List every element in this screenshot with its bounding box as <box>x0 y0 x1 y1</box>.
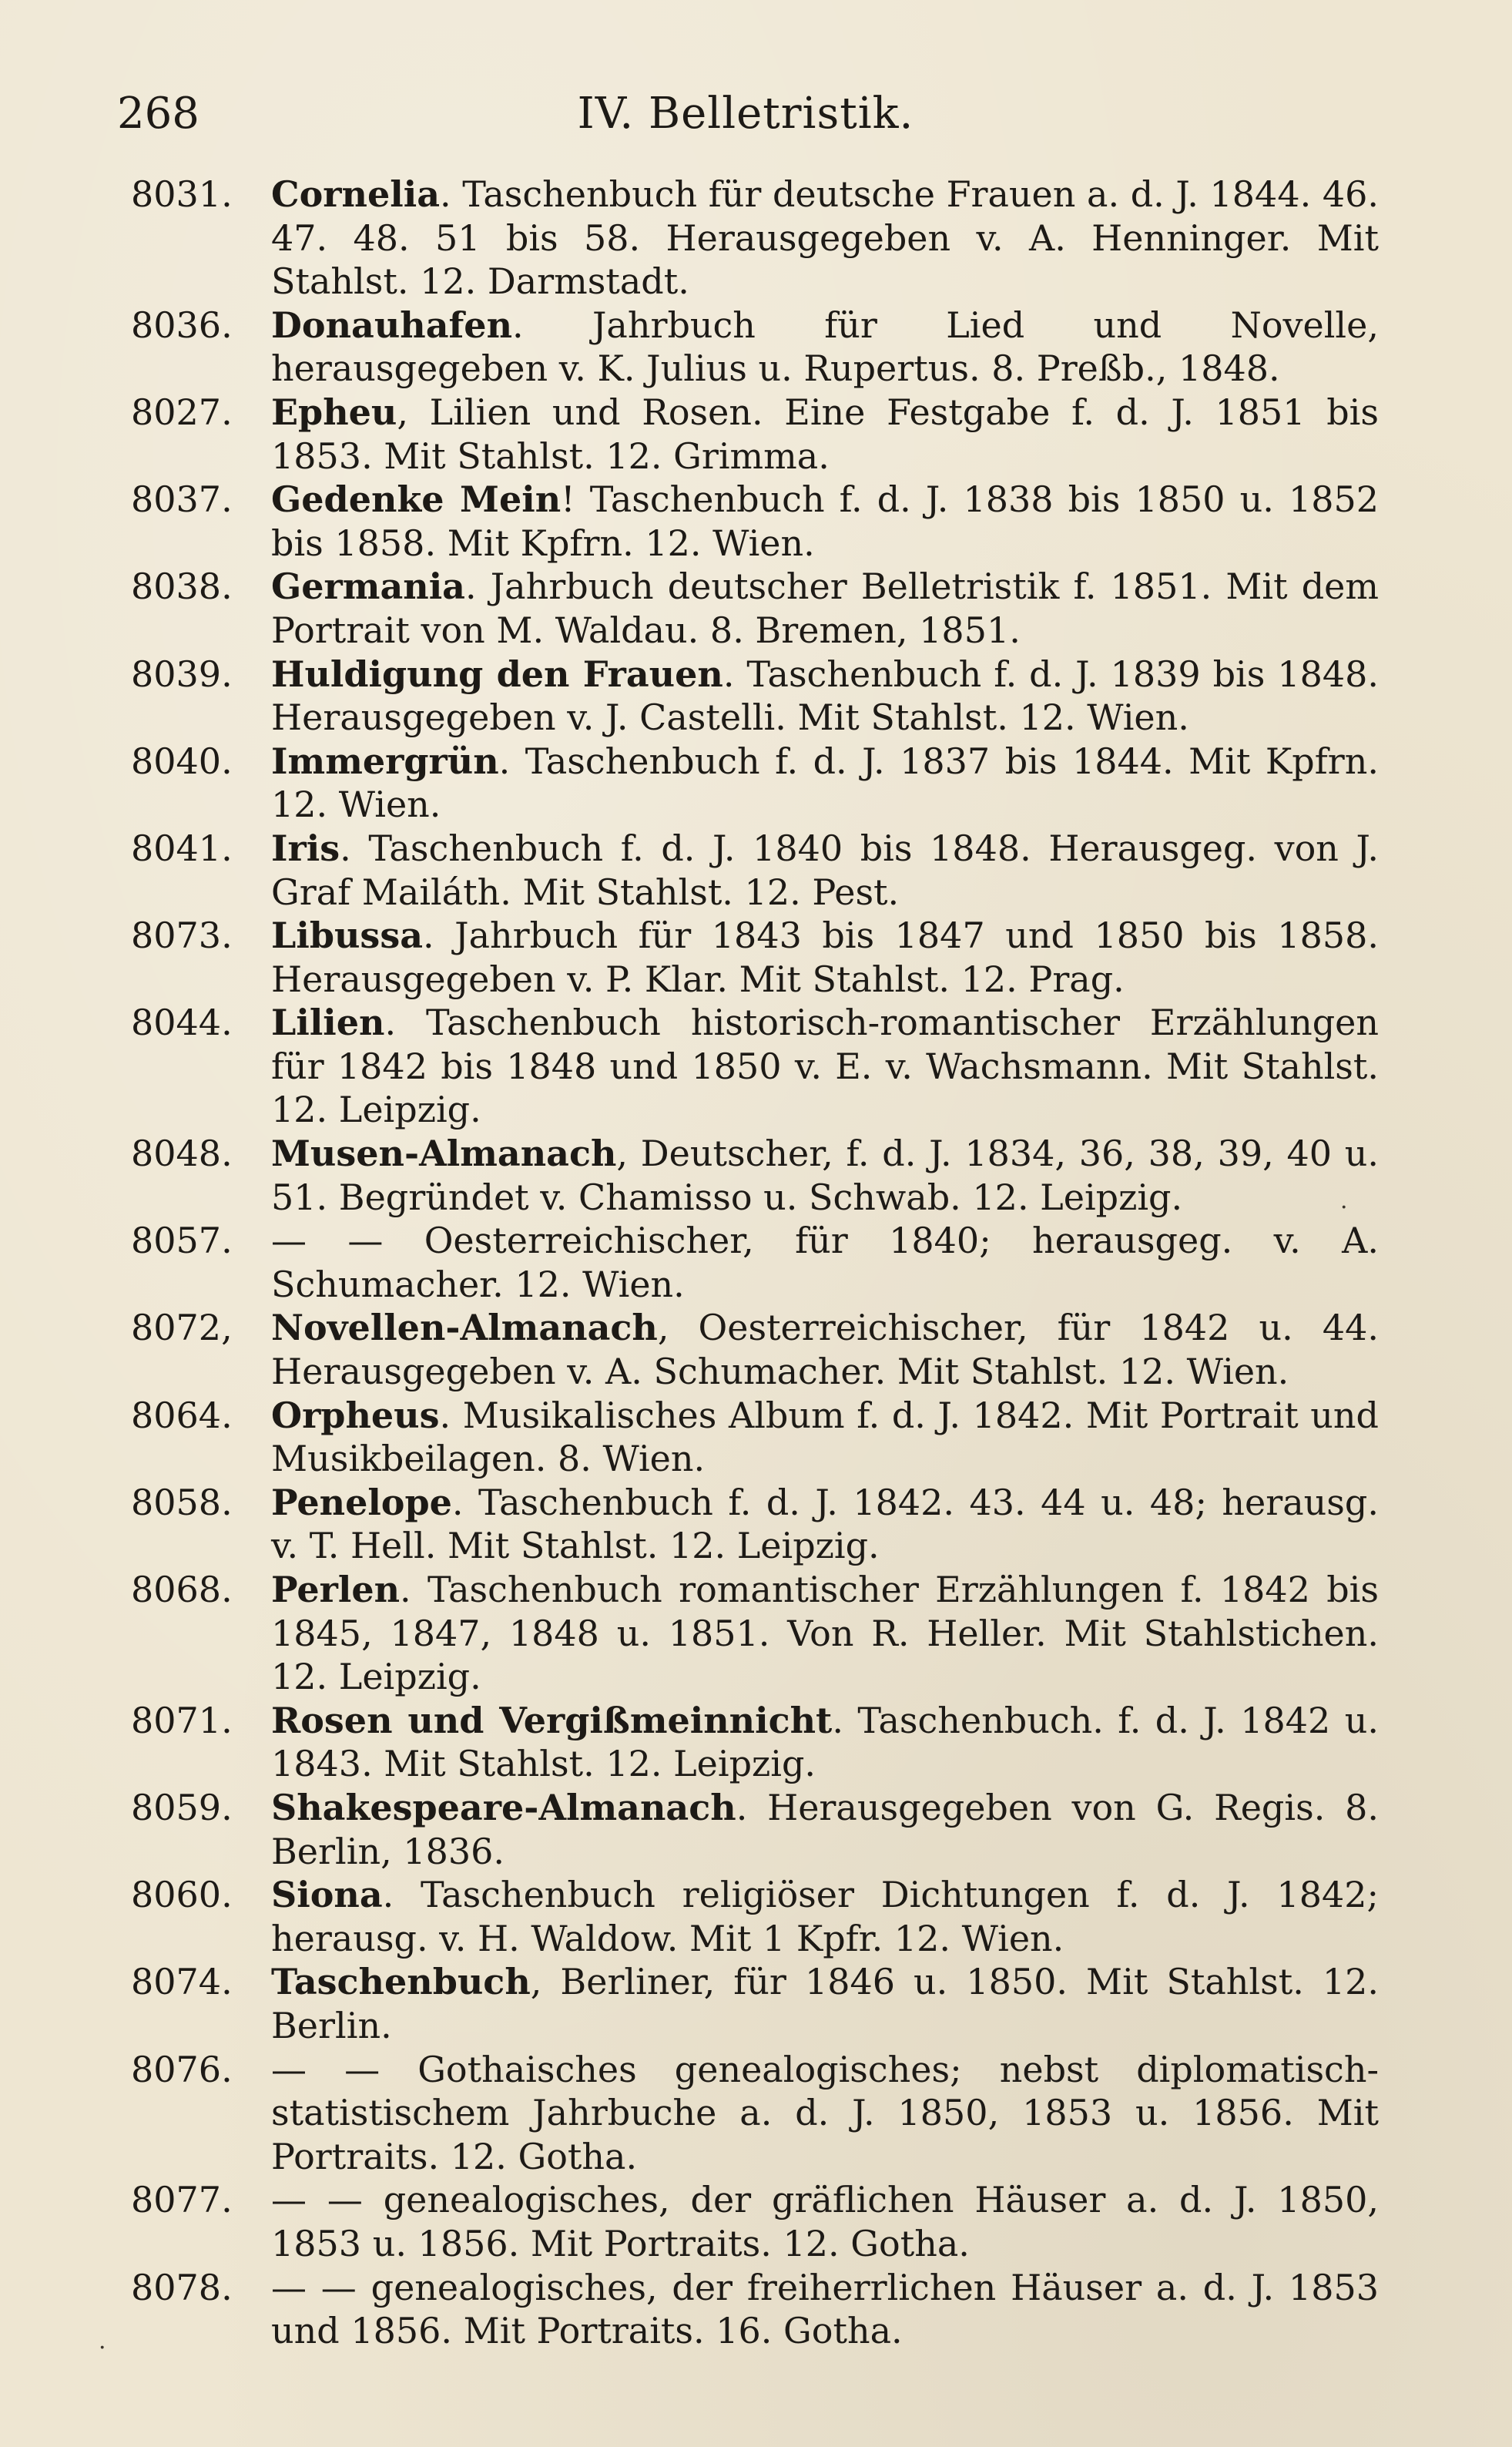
catalog-entry <box>131 827 1379 914</box>
ink-speck: · <box>99 2335 106 2361</box>
catalog-entry <box>131 1001 1379 1132</box>
entry-number: 8072, <box>131 1307 233 1349</box>
entry-text: — — Gothaisches genealogisches; nebst diplomatisch-statistischem Jahrbuche a. d. J. 1850, 1853 u. 1856. Mit Portraits. 12. Gotha. <box>271 2048 1379 2177</box>
entry-text: . Taschenbuch für deutsche Frauen a. d. J. 1844. 46. 47. 48. 51 bis 58. Herausgegeben v. A. Henninger. Mit Stahlst. 12. Darmstadt. <box>271 173 1379 303</box>
entry-title: Cornelia <box>271 173 440 215</box>
ink-speck: · <box>1340 1194 1348 1221</box>
catalog-entry <box>131 914 1379 1001</box>
catalog-entry <box>131 1568 1379 1699</box>
entry-title: Perlen <box>271 1569 401 1610</box>
entry-number: 8048. <box>131 1133 233 1175</box>
catalog-entry <box>131 740 1379 827</box>
entry-text: — — genealogisches, der freiherrlichen Häuser a. d. J. 1853 und 1856. Mit Portraits. 16. Gotha. <box>271 2266 1379 2352</box>
entry-number: 8036. <box>131 304 233 346</box>
entry-text: . Jahrbuch deutscher Belletristik f. 1851. Mit dem Portrait von M. Waldau. 8. Bremen, 1851. <box>271 566 1379 651</box>
entry-number: 8068. <box>131 1569 233 1610</box>
entry-number: 8058. <box>131 1481 233 1523</box>
entry-number: 8060. <box>131 1874 233 1916</box>
page-header <box>117 83 1374 145</box>
entry-title: Penelope <box>271 1481 452 1523</box>
entry-title: Novellen-Almanach <box>271 1307 658 1349</box>
entry-number: 8059. <box>131 1786 233 1828</box>
entry-title: Shakespeare-Almanach <box>271 1786 736 1828</box>
entry-title: Rosen und Vergißmeinnicht <box>271 1699 833 1741</box>
entry-title: Musen-Almanach <box>271 1133 617 1175</box>
entry-title: Iris <box>271 827 340 869</box>
entry-title: Siona <box>271 1874 383 1916</box>
catalog-entry <box>131 1306 1379 1393</box>
entry-number: 8078. <box>131 2266 233 2308</box>
catalog-entry <box>131 1960 1379 2047</box>
entry-title: Donauhafen <box>271 304 513 346</box>
entry-number: 8040. <box>131 740 233 782</box>
entry-number: 8037. <box>131 478 233 521</box>
catalog-entry <box>131 1786 1379 1873</box>
catalog-entry <box>131 2266 1379 2353</box>
entry-text: . Taschenbuch romantischer Erzählungen f. 1842 bis 1845, 1847, 1848 u. 1851. Von R. Heller. Mit Stahlstichen. 12. Leipzig. <box>271 1569 1379 1698</box>
running-head: IV. Belletristik. <box>577 89 914 139</box>
catalog-entry <box>131 173 1379 304</box>
entry-title: Immergrün <box>271 740 499 782</box>
catalog-entry <box>131 653 1379 740</box>
entry-text: , Oesterreichischer, für 1842 u. 44. Herausgegeben v. A. Schumacher. Mit Stahlst. 12. Wien. <box>271 1307 1379 1393</box>
catalog-entry <box>131 1132 1379 1219</box>
entry-text: , Deutscher, f. d. J. 1834, 36, 38, 39, 40 u. 51. Begründet v. Chamisso u. Schwab. 12. Leipzig. <box>271 1133 1379 1218</box>
entry-text: . Taschenbuch religiöser Dichtungen f. d. J. 1842; herausg. v. H. Waldow. Mit 1 Kpfr. 12. Wien. <box>271 1874 1379 1959</box>
entry-number: 8041. <box>131 827 233 869</box>
entry-title: Taschenbuch <box>271 1961 531 2003</box>
entry-text: , Berliner, für 1846 u. 1850. Mit Stahlst. 12. Berlin. <box>271 1961 1379 2046</box>
catalog-entry <box>131 2048 1379 2179</box>
entry-title: Lilien <box>271 1002 385 1044</box>
entry-text: . Herausgegeben von G. Regis. 8. Berlin, 1836. <box>271 1786 1379 1872</box>
entry-text: . Musikalisches Album f. d. J. 1842. Mit Portrait und Musikbeilagen. 8. Wien. <box>271 1394 1379 1480</box>
entry-text: — — genealogisches, der gräflichen Häuser a. d. J. 1850, 1853 u. 1856. Mit Portraits. 12. Gotha. <box>271 2179 1379 2264</box>
entry-number: 8039. <box>131 653 233 695</box>
catalog-entry <box>131 1394 1379 1481</box>
catalog-entry <box>131 565 1379 652</box>
catalog-entry <box>131 1219 1379 1306</box>
catalog-entry <box>131 1481 1379 1568</box>
entry-title: Germania <box>271 566 465 608</box>
entry-number: 8074. <box>131 1961 233 2003</box>
entry-number: 8077. <box>131 2179 233 2221</box>
entry-number: 8031. <box>131 173 233 215</box>
catalog-entry <box>131 2178 1379 2265</box>
catalog-entries <box>131 173 1379 2353</box>
entry-title: Huldigung den Frauen <box>271 653 723 695</box>
catalog-entry <box>131 304 1379 391</box>
entry-text: . Taschenbuch historisch-romantischer Erzählungen für 1842 bis 1848 und 1850 v. E. v. Wachsmann. Mit Stahlst. 12. Leipzig. <box>271 1002 1379 1131</box>
catalog-entry <box>131 478 1379 565</box>
catalog-entry <box>131 1873 1379 1960</box>
entry-text: . Taschenbuch f. d. J. 1840 bis 1848. Herausgeg. von J. Graf Mailáth. Mit Stahlst. 12. Pest. <box>271 827 1379 913</box>
entry-title: Epheu <box>271 391 397 433</box>
entry-text: ! Taschenbuch f. d. J. 1838 bis 1850 u. 1852 bis 1858. Mit Kpfrn. 12. Wien. <box>271 478 1380 564</box>
entry-number: 8071. <box>131 1699 233 1741</box>
page-number: 268 <box>117 89 199 139</box>
entry-number: 8038. <box>131 566 233 608</box>
catalog-entry <box>131 391 1379 478</box>
entry-number: 8057. <box>131 1220 233 1262</box>
entry-number: 8044. <box>131 1002 233 1044</box>
entry-text: . Taschenbuch f. d. J. 1839 bis 1848. Herausgegeben v. J. Castelli. Mit Stahlst. 12. Wien. <box>271 653 1380 739</box>
entry-title: Libussa <box>271 915 424 957</box>
entry-text: — — Oesterreichischer, für 1840; herausgeg. v. A. Schumacher. 12. Wien. <box>271 1220 1379 1305</box>
catalog-entry <box>131 1699 1379 1786</box>
entry-number: 8073. <box>131 915 233 957</box>
entry-number: 8027. <box>131 391 233 433</box>
entry-text: . Taschenbuch f. d. J. 1842. 43. 44 u. 48; herausg. v. T. Hell. Mit Stahlst. 12. Leipzig. <box>271 1481 1379 1567</box>
entry-text: . Jahrbuch für 1843 bis 1847 und 1850 bis 1858. Herausgegeben v. P. Klar. Mit Stahlst. 12. Prag. <box>271 915 1379 1000</box>
entry-text: . Taschenbuch. f. d. J. 1842 u. 1843. Mit Stahlst. 12. Leipzig. <box>271 1699 1380 1785</box>
entry-number: 8064. <box>131 1394 233 1436</box>
entry-text: . Jahrbuch für Lied und Novelle, herausgegeben v. K. Julius u. Rupertus. 8. Preßb., 1848. <box>271 304 1379 390</box>
entry-title: Gedenke Mein <box>271 478 562 521</box>
entry-text: . Taschenbuch f. d. J. 1837 bis 1844. Mit Kpfrn. 12. Wien. <box>271 740 1379 826</box>
entry-title: Orpheus <box>271 1394 440 1436</box>
entry-text: , Lilien und Rosen. Eine Festgabe f. d. J. 1851 bis 1853. Mit Stahlst. 12. Grimma. <box>271 391 1379 477</box>
entry-number: 8076. <box>131 2048 233 2090</box>
